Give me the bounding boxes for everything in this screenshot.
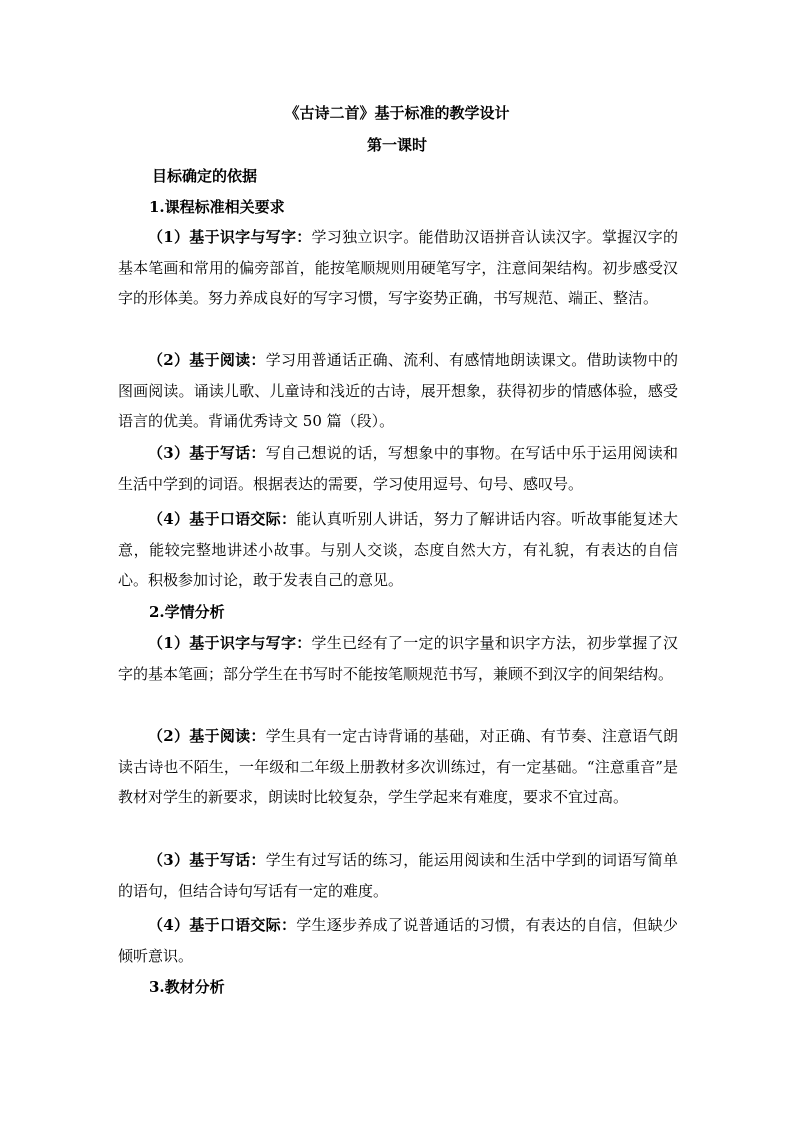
item-label: （1）基于识字与写字：	[148, 634, 312, 652]
item-text: 写自己想说的话，写想象中的事物。在写话中乐于运用阅读和生活中学到的词语。根据表达的需要，学习使用逗号、句号、感叹号。	[118, 444, 678, 493]
item-text: 学生有过写话的练习，能运用阅读和生活中学到的词语写简单的语句，但结合诗句写话有一定的难度。	[118, 851, 678, 900]
sec1-item-2	[118, 345, 678, 437]
sec2-heading: 2.学情分析	[149, 603, 225, 621]
sec3-heading: 3.教材分析	[149, 978, 225, 996]
sec1-item-1	[118, 222, 678, 314]
sec1-item-3	[118, 438, 678, 499]
sec2-item-4	[118, 910, 678, 971]
item-label: （3）基于写话：	[148, 851, 266, 869]
item-text: 学生逐步养成了说普通话的习惯，有表达的自信，但缺少倾听意识。	[118, 916, 678, 965]
item-label: （2）基于阅读：	[148, 727, 266, 745]
item-label: （1）基于识字与写字：	[148, 228, 312, 246]
sec2-item-3	[118, 845, 678, 906]
sec2-item-1	[118, 628, 678, 689]
sec1-item-4	[118, 504, 678, 596]
item-text: 学生已经有了一定的识字量和识字方法，初步掌握了汉字的基本笔画；部分学生在书写时不能按笔顺规范书写，兼顾不到汉字的间架结构。	[118, 634, 678, 683]
item-label: （4）基于口语交际：	[148, 916, 297, 934]
item-label: （4）基于口语交际：	[148, 510, 297, 528]
item-text: 学习独立识字。能借助汉语拼音认读汉字。掌握汉字的基本笔画和常用的偏旁部首，能按笔顺规则用硬笔写字，注意间架结构。初步感受汉字的形体美。努力养成良好的写字习惯，写字姿势正确，书写规范、端正、整洁。	[118, 228, 678, 307]
lesson-subtitle: 第一课时	[366, 136, 427, 154]
sec1-heading: 1.课程标准相关要求	[149, 198, 285, 216]
sec2-item-2	[118, 721, 678, 813]
item-label: （3）基于写话：	[148, 444, 266, 462]
section-basis-heading: 目标确定的依据	[152, 167, 258, 185]
document-title: 《古诗二首》基于标准的教学设计	[284, 104, 510, 122]
item-text: 学习用普通话正确、流利、有感情地朗读课文。借助读物中的图画阅读。诵读儿歌、儿童诗和浅近的古诗，展开想象，获得初步的情感体验，感受语言的优美。背诵优秀诗文 50 篇（段）。	[118, 351, 678, 430]
item-label: （2）基于阅读：	[148, 351, 266, 369]
item-text: 学生具有一定古诗背诵的基础，对正确、有节奏、注意语气朗读古诗也不陌生，一年级和二年级上册教材多次训练过，有一定基础。“注意重音”是教材对学生的新要求，朗读时比较复杂，学生学起来有难度，要求不宜过高。	[118, 727, 678, 806]
item-text: 能认真听别人讲话，努力了解讲话内容。听故事能复述大意，能较完整地讲述小故事。与别人交谈，态度自然大方，有礼貌，有表达的自信心。积极参加讨论，敢于发表自己的意见。	[118, 510, 678, 589]
